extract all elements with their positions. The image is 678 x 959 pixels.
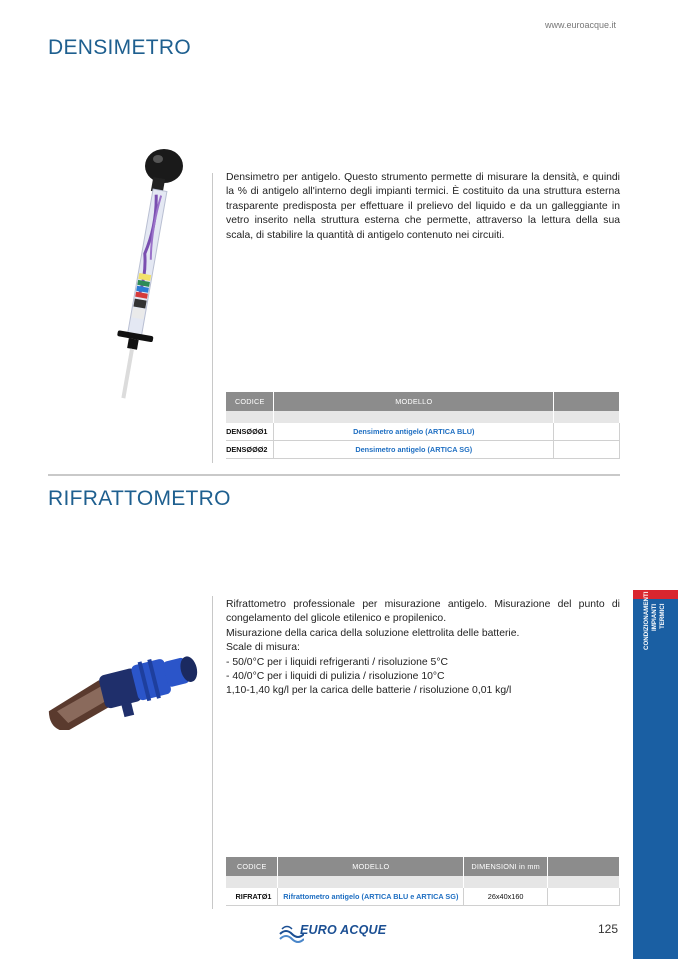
side-tab-line1: CONDIZIONAMENTI: [643, 591, 650, 650]
product-code: RIFRATØ1: [226, 888, 278, 906]
table-row: [226, 888, 620, 906]
rifrattometro-title: RIFRATTOMETRO: [48, 487, 231, 510]
densimetro-title: DENSIMETRO: [48, 36, 192, 59]
logo-text: EURO ACQUE: [300, 923, 387, 937]
column-header-model: MODELLO: [274, 392, 554, 411]
description-line: Misurazione della carica della soluzione elettrolita delle batterie.: [226, 627, 520, 639]
product-code: DENSØØØ2: [226, 441, 274, 459]
rifrattometro-table: [226, 857, 620, 906]
densimetro-description: Densimetro per antigelo. Questo strumento permette di misurare la densità, e quindi la % di antigelo all'interno degli impianti termici. È costituito da una struttura esterna trasparente predisposta per effettuare il prelievo del liquido e da un galleggiante in vetro inserito nella struttura esterna che permette, attraverso la lettura della sua scala, di stabilire la quantità di antigelo contenuto nei circuiti.: [226, 172, 620, 241]
rifrattometro-description: [226, 598, 620, 699]
product-model: Densimetro antigelo (ARTICA SG): [274, 441, 554, 459]
euroacque-logo: [278, 920, 388, 946]
densimetro-image: [90, 144, 190, 400]
product-model: Densimetro antigelo (ARTICA BLU): [274, 423, 554, 441]
rifrattometro-divider-line: [212, 596, 213, 909]
table-row: [226, 441, 620, 459]
description-line: - 50/0°C per i liquidi refrigeranti / risoluzione 5°C: [226, 656, 448, 668]
densimetro-divider-line: [212, 173, 213, 463]
column-header-code: CODICE: [226, 392, 274, 411]
column-header-code: CODICE: [226, 857, 278, 876]
description-line: 1,10-1,40 kg/l per la carica delle batterie / risoluzione 0,01 kg/l: [226, 685, 512, 697]
section-divider: [48, 474, 620, 476]
product-model: Rifrattometro antigelo (ARTICA BLU e ARTICA SG): [278, 888, 464, 906]
side-tab-accent: [633, 590, 678, 599]
column-header-dimensions: DIMENSIONI in mm: [464, 857, 548, 876]
product-dimensions: 26x40x160: [464, 888, 548, 906]
column-header-empty: [548, 857, 620, 876]
side-tab-label: [643, 591, 667, 650]
website-url[interactable]: www.euroacque.it: [544, 20, 616, 30]
column-header-empty: [554, 392, 620, 411]
densimetro-table: [226, 392, 620, 459]
product-code: DENSØØØ1: [226, 423, 274, 441]
table-row: [226, 423, 620, 441]
description-line: Scale di misura:: [226, 642, 300, 654]
category-side-tab[interactable]: [633, 590, 678, 959]
description-line: Rifrattometro professionale per misurazione antigelo. Misurazione del punto di congelamento del glicole etilenico e propilenico.: [226, 599, 620, 625]
side-tab-line2: IMPIANTI TERMICI: [651, 604, 666, 632]
page-number: 125: [598, 922, 619, 936]
description-line: - 40/0°C per i liquidi di pulizia / risoluzione 10°C: [226, 671, 445, 683]
column-header-model: MODELLO: [278, 857, 464, 876]
rifrattometro-image: [38, 634, 212, 730]
